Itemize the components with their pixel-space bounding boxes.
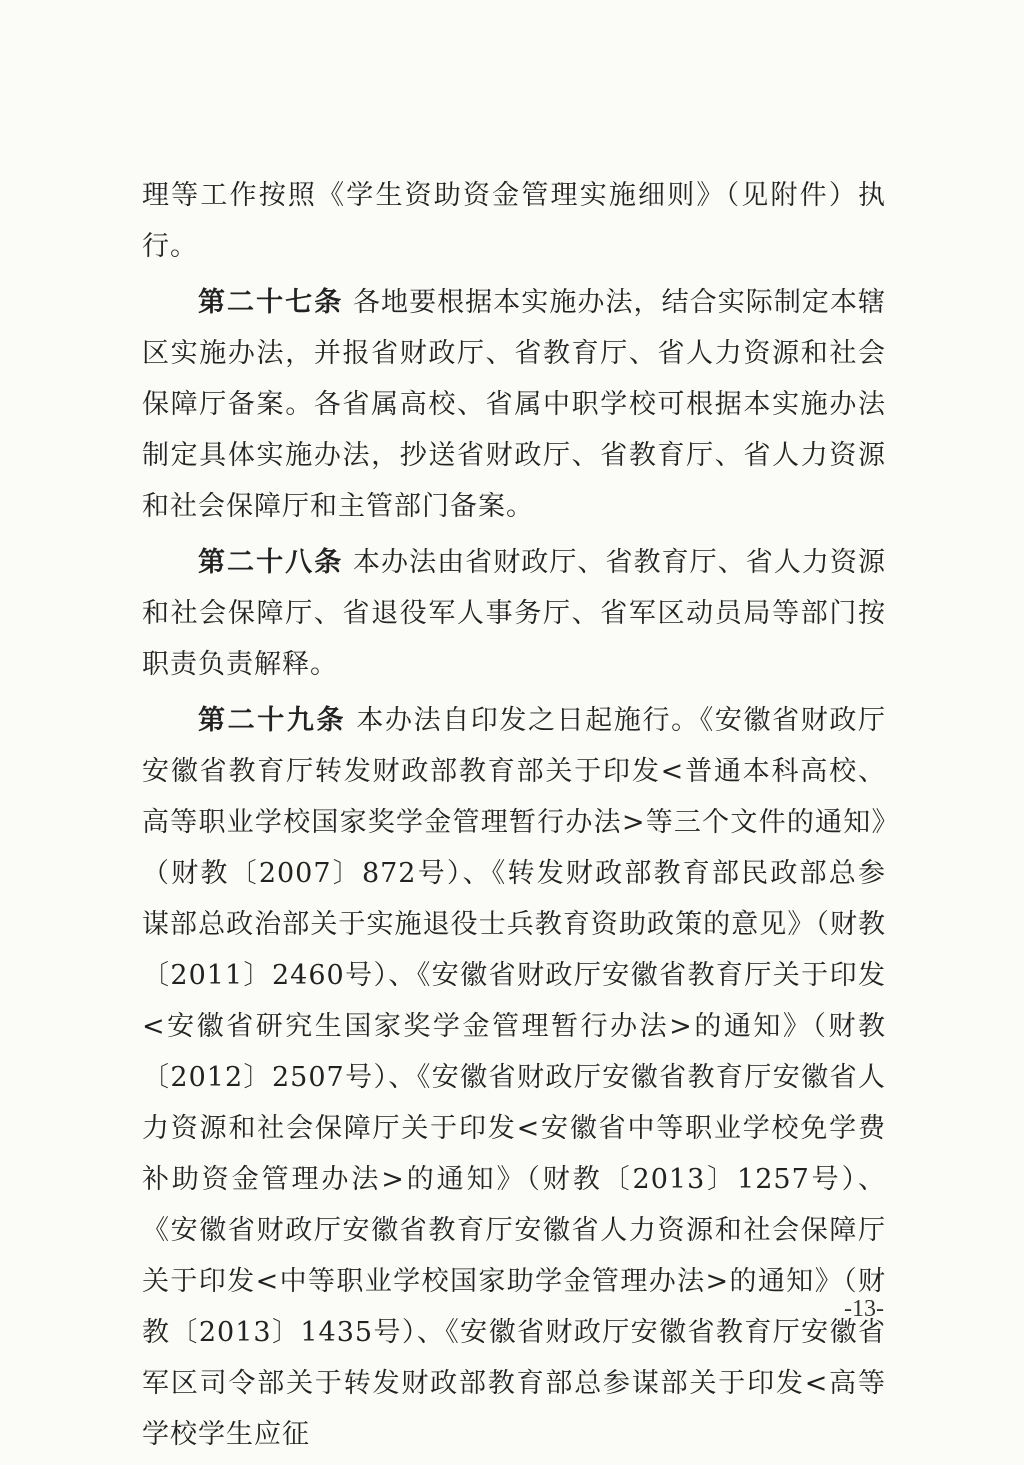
article-heading: 第二十七条 — [198, 287, 344, 318]
paragraph-text: 各地要根据本实施办法，结合实际制定本辖区实施办法，并报省财政厅、省教育厅、省人力资源和社会保障厅备案。各省属高校、省属中职学校可根据本实施办法制定具体实施办法，抄送省财政厅、省教育厅、省人力资源和社会保障厅和主管部门备案。 — [142, 287, 887, 522]
article-28 — [142, 537, 886, 690]
page-number: -13- — [844, 1296, 884, 1322]
article-heading: 第二十八条 — [198, 547, 344, 578]
article-29 — [142, 695, 886, 1460]
paragraph-text: 本办法自印发之日起施行。《安徽省财政厅 安徽省教育厅转发财政部教育部关于印发<普通本科高校、高等职业学校国家奖学金管理暂行办法>等三个文件的通知》（财教〔2007〕872号）、《转发财政部教育部民政部总参谋部总政治部关于实施退役士兵教育资助政策的意见》（财教〔2011〕2460号）、《安徽省财政厅安徽省教育厅关于印发<安徽省研究生国家奖学金管理暂行办法>的通知》（财教〔2012〕2507号）、《安徽省财政厅安徽省教育厅安徽省人力资源和社会保障厅关于印发<安徽省中等职业学校免学费补助资金管理办法>的通知》（财教〔2013〕1257号）、《安徽省财政厅安徽省教育厅安徽省人力资源和社会保障厅关于印发<中等职业学校国家助学金管理办法>的通知》（财教〔2013〕1435号）、《安徽省财政厅安徽省教育厅安徽省军区司令部关于转发财政部教育部总参谋部关于印发<高等学校学生应征 — [142, 705, 887, 1450]
paragraph-text: 理等工作按照《学生资助资金管理实施细则》（见附件）执行。 — [142, 180, 886, 262]
article-heading: 第二十九条 — [198, 705, 347, 736]
paragraph-continuation — [142, 170, 886, 272]
document-body — [142, 170, 886, 1465]
paragraph-text: 本办法由省财政厅、省教育厅、省人力资源和社会保障厅、省退役军人事务厅、省军区动员局等部门按职责负责解释。 — [142, 547, 887, 680]
article-27 — [142, 277, 886, 532]
